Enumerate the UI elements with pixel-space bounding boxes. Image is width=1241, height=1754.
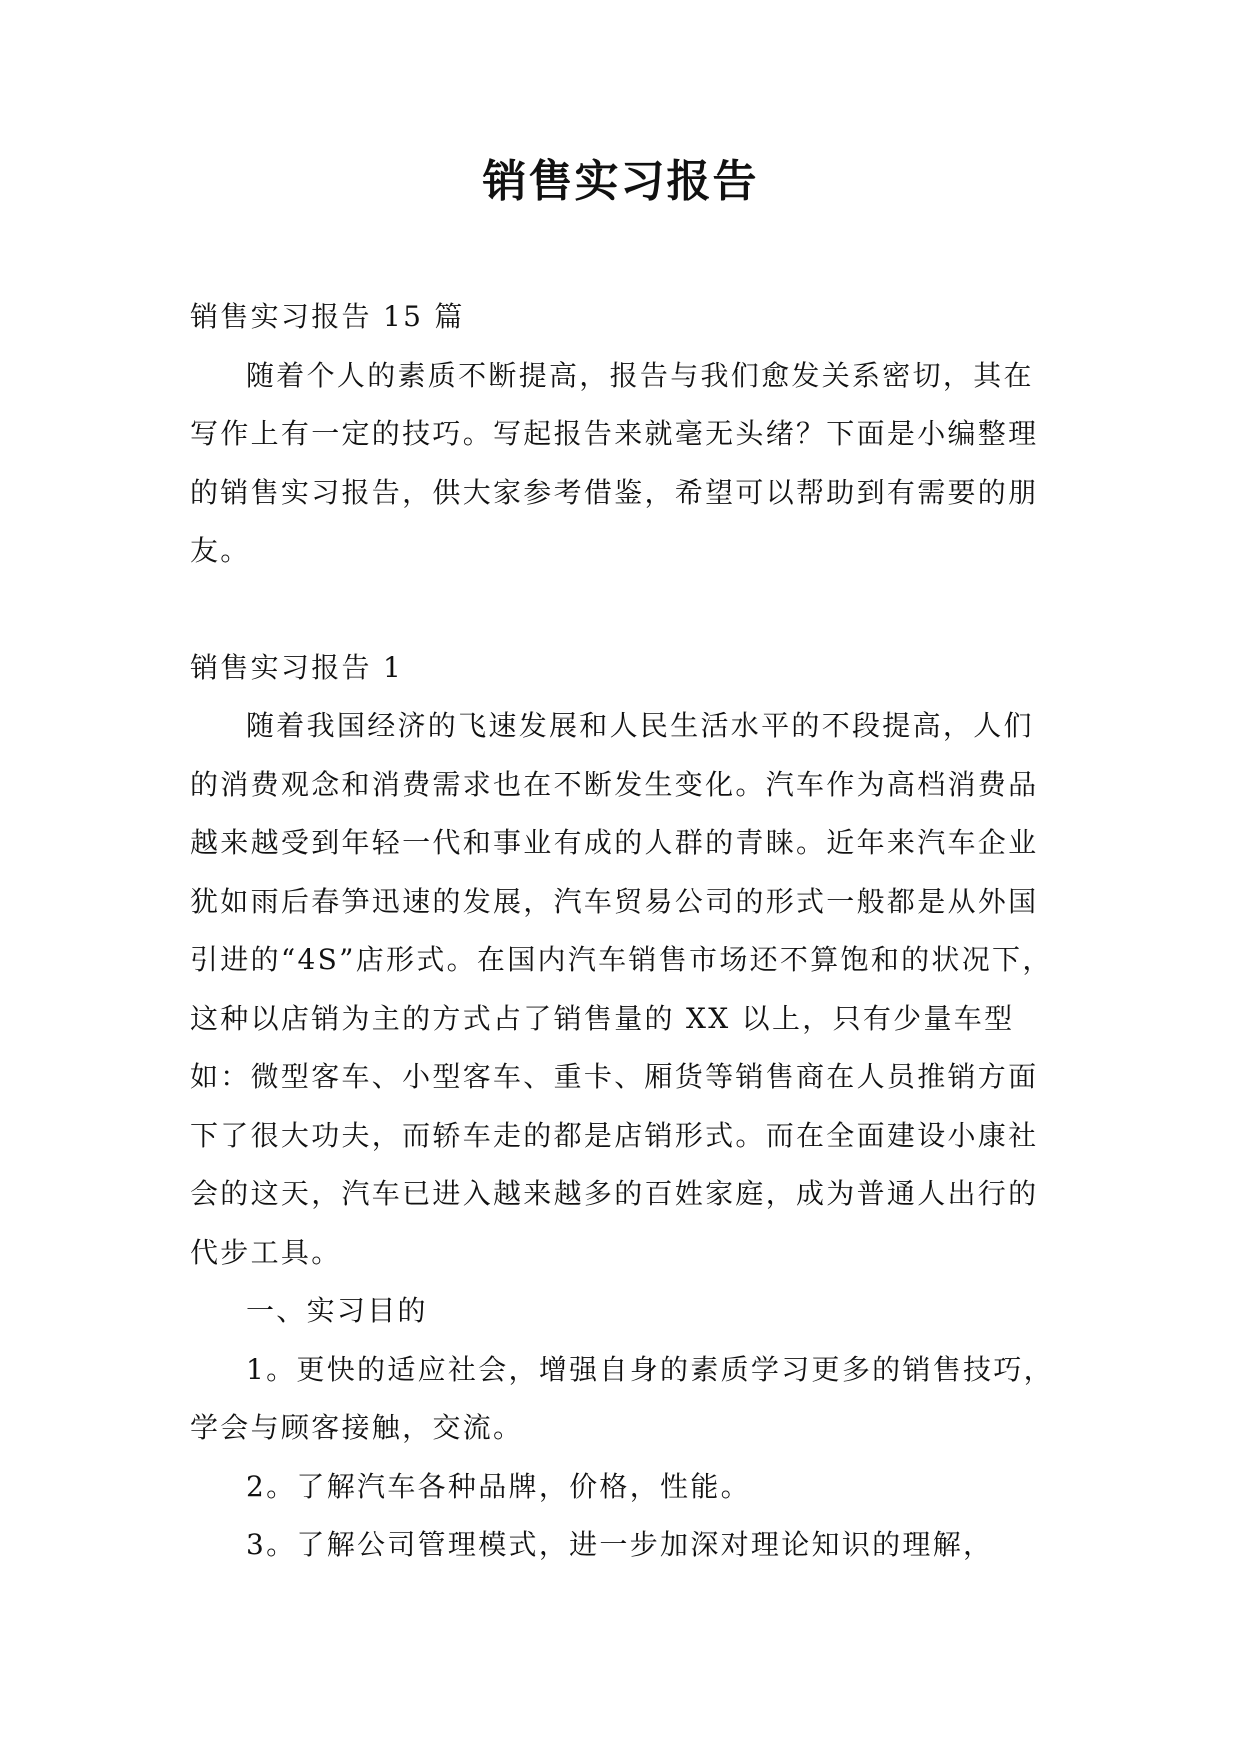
intro-paragraph: 随着个人的素质不断提高，报告与我们愈发关系密切，其在写作上有一定的技巧。写起报告来就毫无头绪？下面是小编整理的销售实习报告，供大家参考借鉴，希望可以帮助到有需要的朋友。 xyxy=(190,358,1039,567)
purpose-heading: 一、实习目的 xyxy=(246,1294,428,1327)
document-body xyxy=(190,288,1060,1575)
section-spacer xyxy=(190,581,1060,639)
purpose-item-1: 1。更快的适应社会，增强自身的素质学习更多的销售技巧，学会与顾客接触，交流。 xyxy=(190,1352,1054,1444)
document-title: 销售实习报告 xyxy=(482,156,759,207)
collection-heading: 销售实习报告 15 篇 xyxy=(190,300,465,333)
purpose-item-3: 3。了解公司管理模式，进一步加深对理论知识的理解， xyxy=(246,1528,994,1561)
section-paragraph: 随着我国经济的飞速发展和人民生活水平的不段提高，人们的消费观念和消费需求也在不断发生变化。汽车作为高档消费品越来越受到年轻一代和事业有成的人群的青睐。近年来汽车企业犹如雨后春笋迅速的发展，汽车贸易公司的形式一般都是从外国引进的“4S”店形式。在国内汽车销售市场还不算饱和的状况下，这种以店销为主的方式占了销售量的 XX 以上，只有少量车型如：微型客车、小型客车、重卡、厢货等销售商在人员推销方面下了很大功夫，而轿车走的都是店销形式。而在全面建设小康社会的这天，汽车已进入越来越多的百姓家庭，成为普通人出行的代步工具。 xyxy=(190,709,1053,1269)
purpose-item-2: 2。了解汽车各种品牌，价格，性能。 xyxy=(246,1469,751,1503)
section-heading: 销售实习报告 1 xyxy=(190,650,404,684)
